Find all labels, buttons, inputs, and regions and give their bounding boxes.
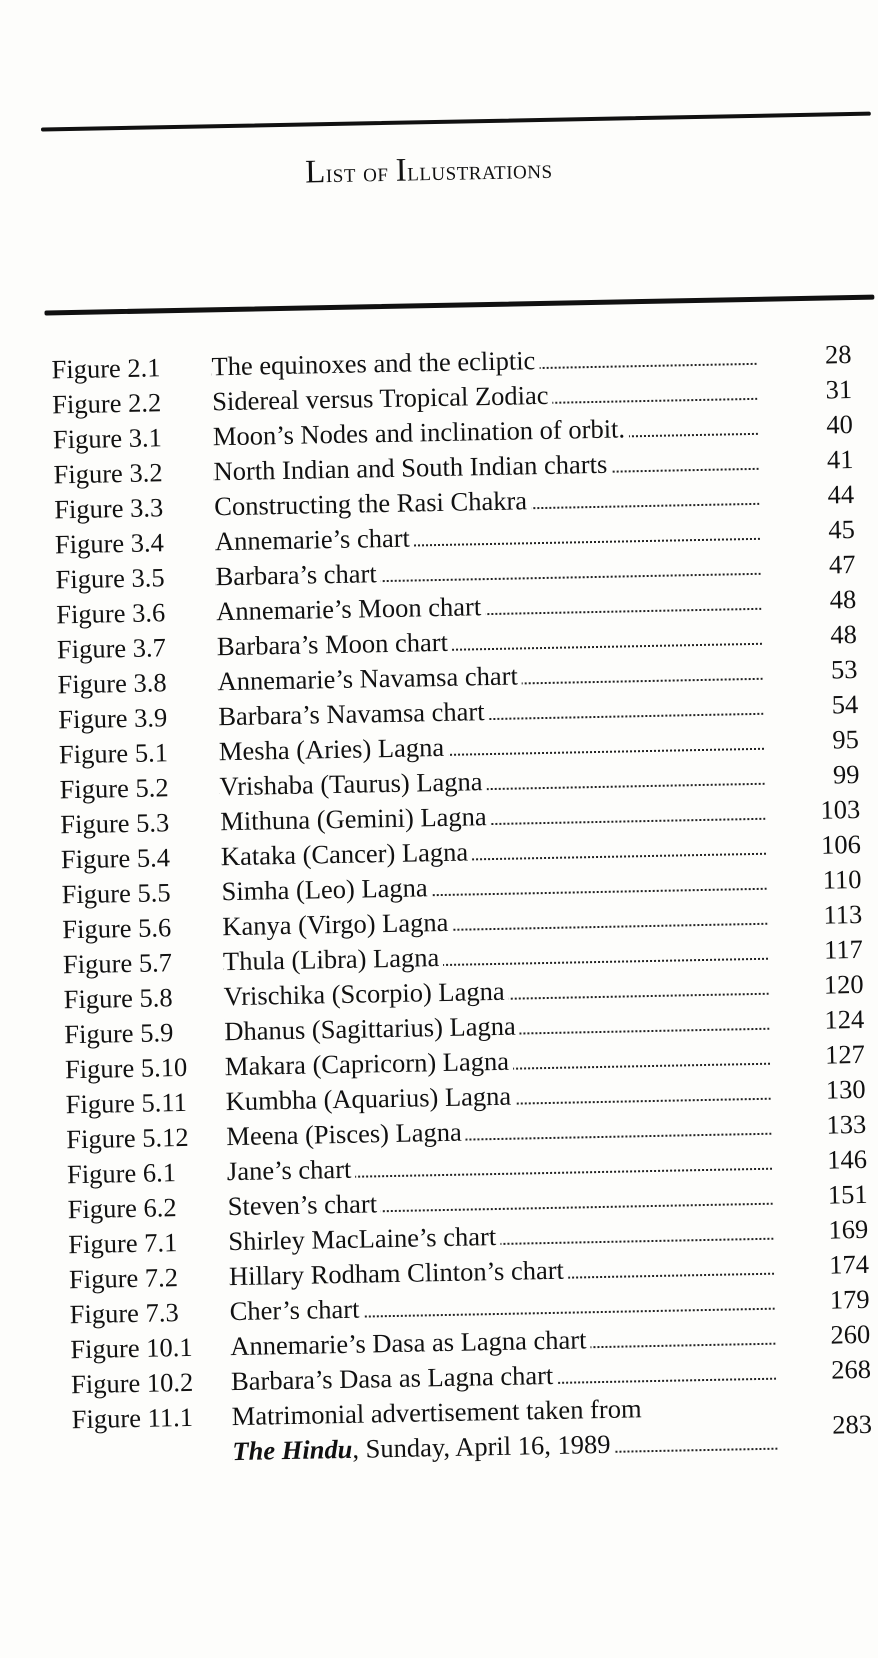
figure-number: Figure 3.4 xyxy=(54,527,165,560)
page-number: 103 xyxy=(820,793,861,825)
page-number: 179 xyxy=(829,1283,870,1315)
entry-title: Dhanus (Sagittarius) Lagna xyxy=(224,1011,520,1047)
entry-title: Kataka (Cancer) Lagna xyxy=(221,836,473,871)
entry-title: Jane’s chart xyxy=(227,1154,356,1186)
figure-number: Figure 6.2 xyxy=(67,1192,177,1225)
page-number: 169 xyxy=(828,1213,869,1245)
entry-title: Kumbha (Aquarius) Lagna xyxy=(225,1081,515,1117)
page-title: List of Illustrations xyxy=(304,152,553,191)
list-entry-last xyxy=(71,1387,872,1472)
page-number: 40 xyxy=(825,409,854,440)
page-number: 113 xyxy=(823,898,863,930)
figure-number: Figure 5.2 xyxy=(59,772,169,805)
page-number: 120 xyxy=(823,968,864,1000)
page-number: 117 xyxy=(823,933,864,965)
figure-number: Figure 7.2 xyxy=(68,1262,179,1295)
entry-title: Barbara’s Navamsa chart xyxy=(218,696,489,731)
entry-title: Makara (Capricorn) Lagna xyxy=(225,1046,514,1082)
page-number: 133 xyxy=(826,1108,867,1140)
entry-title: Simha (Leo) Lagna xyxy=(221,872,432,906)
figure-number: Figure 5.6 xyxy=(62,912,172,945)
page-number: 48 xyxy=(830,618,858,650)
page-number: 95 xyxy=(832,723,860,755)
figure-number: Figure 10.2 xyxy=(70,1366,194,1400)
entry-title: Annemarie’s chart xyxy=(215,522,415,556)
page-number: 283 xyxy=(831,1408,873,1440)
page-number: 130 xyxy=(825,1073,866,1105)
figure-number: Figure 3.7 xyxy=(56,632,167,665)
figure-number: Figure 5.4 xyxy=(60,842,171,875)
entry-title: Annemarie’s Moon chart xyxy=(216,591,485,626)
page-number: 28 xyxy=(824,339,852,370)
figure-number: Figure 3.8 xyxy=(57,667,167,700)
page-number: 44 xyxy=(827,479,855,510)
figure-number: Figure 3.3 xyxy=(53,492,164,525)
entry-title: Vrishaba (Taurus) Lagna xyxy=(219,766,486,801)
page-number: 54 xyxy=(831,688,859,720)
title-bottom-rule xyxy=(44,295,874,316)
page-number: 47 xyxy=(828,549,856,580)
illustrations-list xyxy=(51,337,872,1472)
page-number: 110 xyxy=(822,863,862,895)
entry-title: Sidereal versus Tropical Zodiac xyxy=(212,380,553,417)
entry-title: Cher’s chart xyxy=(229,1294,363,1327)
figure-number: Figure 11.1 xyxy=(71,1401,194,1435)
figure-number: Figure 5.11 xyxy=(65,1086,188,1120)
page-number: 146 xyxy=(826,1143,868,1175)
entry-title: Annemarie’s Dasa as Lagna chart xyxy=(230,1324,591,1361)
figure-number: Figure 5.12 xyxy=(66,1121,189,1155)
entry-title: Mesha (Aries) Lagna xyxy=(219,732,449,766)
page-number: 268 xyxy=(830,1353,872,1385)
figure-number: Figure 5.3 xyxy=(60,807,170,840)
top-rule xyxy=(41,112,871,132)
figure-number: Figure 2.2 xyxy=(51,387,162,420)
page-number: 41 xyxy=(826,444,854,475)
entry-title: North Indian and South Indian charts xyxy=(213,449,611,487)
page-number: 124 xyxy=(824,1003,865,1035)
entry-title: Vrischika (Scorpio) Lagna xyxy=(223,976,509,1011)
figure-number: Figure 5.9 xyxy=(64,1017,174,1050)
figure-number: Figure 3.2 xyxy=(53,457,163,490)
entry-title: Meena (Pisces) Lagna xyxy=(226,1117,466,1152)
entry-title: Hillary Rodham Clinton’s chart xyxy=(229,1255,568,1292)
page-number: 48 xyxy=(829,583,857,615)
page-number: 174 xyxy=(828,1248,870,1280)
page-number: 106 xyxy=(820,828,862,860)
page-number: 45 xyxy=(828,514,856,545)
figure-number: Figure 5.10 xyxy=(64,1051,188,1085)
figure-number: Figure 2.1 xyxy=(51,352,161,385)
entry-title: Moon’s Nodes and inclination of orbit. xyxy=(213,413,630,451)
figure-number: Figure 3.6 xyxy=(55,597,166,630)
page-number: 151 xyxy=(827,1178,868,1210)
entry-title-line2: The Hindu, Sunday, April 16, 1989 xyxy=(232,1429,615,1466)
entry-title: Thula (Libra) Lagna xyxy=(223,942,444,976)
entry-title-line1: Matrimonial advertisement taken from xyxy=(231,1393,642,1432)
entry-title: Kanya (Virgo) Lagna xyxy=(222,907,453,941)
entry-title: The equinoxes and the ecliptic xyxy=(211,345,539,381)
figure-number: Figure 5.1 xyxy=(58,737,169,770)
entry-title: Mithuna (Gemini) Lagna xyxy=(220,801,491,836)
figure-number: Figure 10.1 xyxy=(70,1331,193,1365)
entry-title: Barbara’s Dasa as Lagna chart xyxy=(231,1360,558,1396)
page-number: 99 xyxy=(832,758,860,790)
publication-name: The Hindu xyxy=(232,1433,353,1467)
page-number: 31 xyxy=(825,374,853,405)
entry-title: Annemarie’s Navamsa chart xyxy=(217,660,522,696)
entry-title: Shirley MacLaine’s chart xyxy=(228,1221,500,1256)
figure-number: Figure 5.7 xyxy=(62,947,173,980)
page-number: 127 xyxy=(824,1038,866,1070)
figure-number: Figure 3.9 xyxy=(58,702,168,735)
figure-number: Figure 5.8 xyxy=(63,982,173,1015)
figure-number: Figure 6.1 xyxy=(66,1157,177,1190)
entry-title: Constructing the Rasi Chakra xyxy=(214,485,531,521)
figure-number: Figure 3.1 xyxy=(52,422,163,455)
entry-title: Steven’s chart xyxy=(227,1188,381,1221)
page-number: 53 xyxy=(830,653,858,685)
figure-number: Figure 3.5 xyxy=(55,562,165,595)
entry-title: Barbara’s Moon chart xyxy=(217,627,453,662)
page-number: 260 xyxy=(830,1318,871,1350)
figure-number: Figure 7.1 xyxy=(68,1227,178,1260)
entry-title: Barbara’s chart xyxy=(215,558,381,591)
figure-number: Figure 7.3 xyxy=(69,1297,179,1330)
figure-number: Figure 5.5 xyxy=(61,877,171,910)
